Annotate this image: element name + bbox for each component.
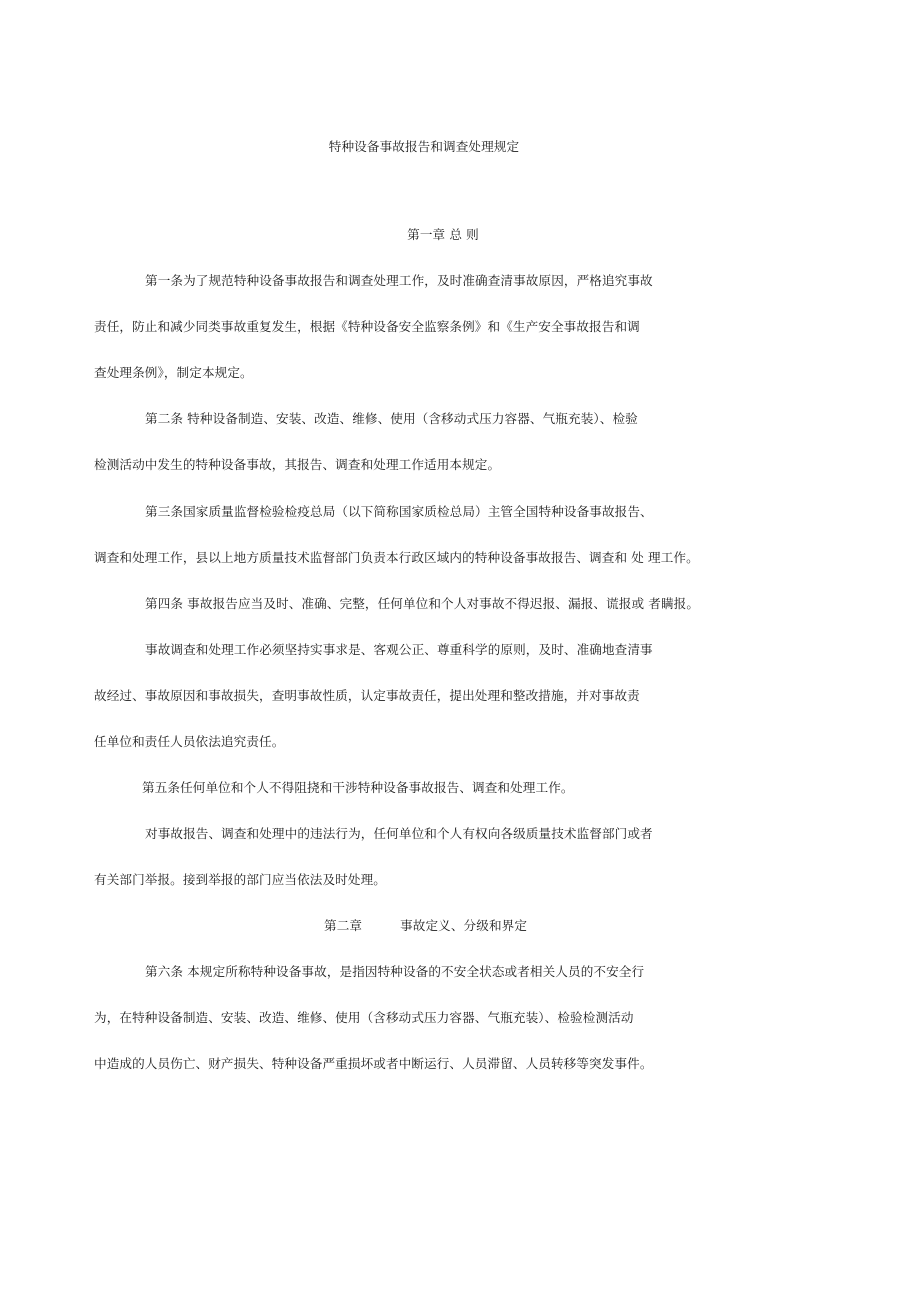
article-1-line-3: 查处理条例》，制定本规定。: [94, 365, 253, 380]
article-5-line-1: 第五条任何单位和个人不得阻挠和干涉特种设备事故报告、调查和处理工作。: [142, 780, 574, 795]
article-4-line-1: 第四条 事故报告应当及时、准确、完整，任何单位和个人对事故不得迟报、漏报、谎报或 者瞒报。: [145, 596, 700, 611]
chapter-2-number: 第二章: [324, 918, 363, 933]
article-4-para-2-line-1: 事故调查和处理工作必须坚持实事求是、客观公正、尊重科学的原则，及时、准确地查清事: [145, 642, 653, 657]
chapter-1-heading: 第一章 总 则: [407, 227, 479, 242]
article-6-line-1: 第六条 本规定所称特种设备事故，是指因特种设备的不安全状态或者相关人员的不安全行: [145, 964, 645, 979]
article-2-line-2: 检测活动中发生的特种设备事故，其报告、调查和处理工作适用本规定。: [94, 457, 501, 472]
chapter-2-heading: [324, 918, 527, 934]
article-4-para-2-line-3: 任单位和责任人员依法追究责任。: [94, 734, 285, 749]
document-title: 特种设备事故报告和调查处理规定: [328, 139, 520, 154]
article-3-line-2: 调查和处理工作，县以上地方质量技术监督部门负责本行政区域内的特种设备事故报告、调查和 处 理工作。: [94, 550, 699, 565]
article-1-line-2: 责任，防止和减少同类事故重复发生，根据《特种设备安全监察条例》和《生产安全事故报告和调: [94, 319, 640, 334]
article-5-para-2-line-1: 对事故报告、调查和处理中的违法行为，任何单位和个人有权向各级质量技术监督部门或者: [145, 826, 653, 841]
article-3-line-1: 第三条国家质量监督检验检疫总局（以下简称国家质检总局）主管全国特种设备事故报告、: [145, 504, 653, 519]
article-4-para-2-line-2: 故经过、事故原因和事故损失，查明事故性质，认定事故责任，提出处理和整改措施，并对事故责: [94, 688, 640, 703]
chapter-2-title: 事故定义、分级和界定: [400, 918, 528, 933]
article-2-line-1: 第二条 特种设备制造、安装、改造、维修、使用（含移动式压力容器、气瓶充装）、检验: [145, 411, 638, 426]
article-5-para-2-line-2: 有关部门举报。接到举报的部门应当依法及时处理。: [94, 872, 386, 887]
article-1-line-1: 第一条为了规范特种设备事故报告和调查处理工作，及时准确查清事故原因，严格追究事故: [145, 273, 653, 288]
article-6-line-3: 中造成的人员伤亡、财产损失、特种设备严重损坏或者中断运行、人员滞留、人员转移等突发事件。: [94, 1056, 653, 1071]
article-6-line-2: 为，在特种设备制造、安装、改造、维修、使用（含移动式压力容器、气瓶充装）、检验检测活动: [94, 1010, 634, 1025]
